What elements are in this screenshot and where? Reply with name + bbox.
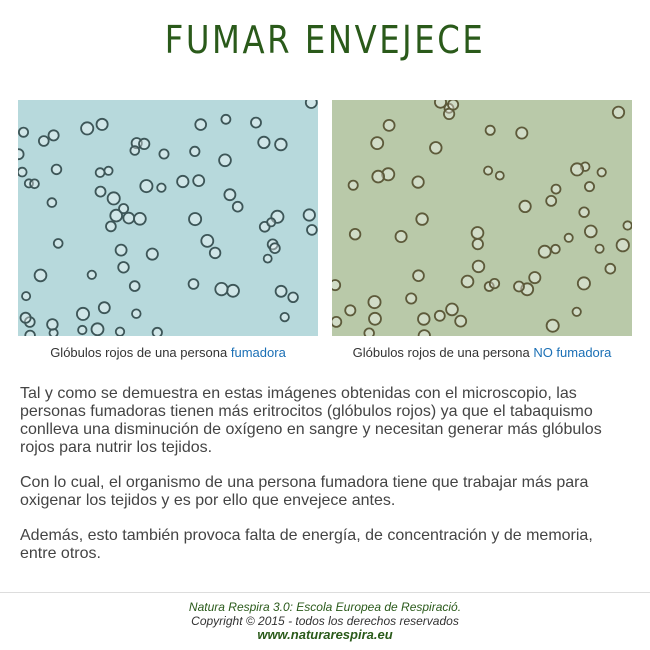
blood-cell	[190, 147, 199, 156]
blood-cell	[573, 308, 581, 316]
blood-cell	[281, 313, 289, 321]
blood-cell	[264, 255, 272, 263]
blood-cell	[157, 184, 165, 192]
blood-cell	[159, 149, 168, 158]
blood-cell	[430, 142, 442, 154]
blood-cell	[210, 248, 221, 259]
blood-cell	[416, 213, 428, 225]
blood-cell	[579, 207, 589, 217]
blood-cell	[219, 154, 231, 166]
blood-cell	[384, 120, 395, 131]
blood-cell	[18, 168, 27, 177]
blood-cell	[276, 286, 287, 297]
blood-cell	[413, 270, 424, 281]
blood-cell	[49, 130, 59, 140]
blood-cell	[552, 185, 561, 194]
blood-cell	[529, 272, 540, 283]
blood-cell	[96, 168, 105, 177]
blood-cell	[134, 213, 146, 225]
paragraph-1: Tal y como se demuestra en estas imágenes obtenidas con el microscopio, las personas fumadoras tienen más eritrocitos (glóbulos rojos) ya que el tabaquismo conlleva una disminución de oxígeno en sangre y necesitan generar más glóbulos rojos para nutrir los tejidos.	[20, 385, 602, 456]
blood-cell	[251, 118, 261, 128]
blood-cell	[412, 176, 423, 187]
blood-cell	[92, 323, 104, 335]
blood-cell	[258, 137, 269, 148]
blood-cell	[571, 163, 583, 175]
smoker-caption-highlight: fumadora	[230, 345, 286, 360]
blood-cell	[473, 261, 485, 273]
blood-cell	[547, 320, 559, 332]
blood-cell	[116, 245, 127, 256]
blood-cell	[119, 204, 128, 213]
blood-cell	[448, 100, 458, 110]
blood-cell	[193, 175, 204, 186]
blood-cell	[371, 137, 383, 149]
blood-cell	[585, 182, 594, 191]
blood-cell	[418, 313, 430, 325]
blood-cell	[473, 239, 483, 249]
blood-cell	[372, 171, 384, 183]
blood-cell	[307, 225, 317, 235]
blood-cell	[369, 313, 381, 325]
paragraph-2: Con lo cual, el organismo de una persona fumadora tiene que trabajar más para oxigenar los tejidos y es por ello que envejece antes.	[20, 474, 589, 509]
blood-cell	[519, 201, 530, 212]
blood-cell	[96, 187, 106, 197]
blood-cell	[140, 180, 152, 192]
blood-cell	[490, 279, 499, 288]
footer-copyright: Copyright © 2015 - todos los derechos reservados	[191, 614, 459, 628]
blood-cell	[215, 283, 227, 295]
blood-cell	[472, 227, 484, 239]
smoker-blood-micrograph	[18, 100, 318, 336]
blood-cell	[546, 196, 556, 206]
blood-cell	[153, 328, 162, 336]
blood-cell	[270, 243, 280, 253]
blood-cell	[221, 115, 230, 124]
blood-cell	[224, 189, 235, 200]
blood-cell	[47, 319, 58, 330]
blood-cell	[623, 221, 631, 229]
footer-website-link[interactable]: www.naturarespira.eu	[257, 627, 393, 642]
blood-cell	[364, 328, 374, 336]
blood-cell	[104, 167, 112, 175]
blood-cell	[54, 239, 63, 248]
blood-cell	[123, 213, 134, 224]
blood-cell	[189, 213, 201, 225]
blood-cell	[419, 330, 430, 336]
blood-cell	[189, 279, 199, 289]
blood-cell	[21, 313, 31, 323]
footer-divider	[0, 592, 650, 593]
blood-cell	[578, 277, 590, 289]
blood-cell	[304, 209, 315, 220]
blood-cell	[565, 234, 573, 242]
blood-cell	[396, 231, 407, 242]
blood-cell	[88, 271, 96, 279]
blood-cell	[81, 122, 93, 134]
blood-cell	[35, 270, 47, 282]
blood-cell	[18, 149, 24, 159]
blood-cell	[613, 107, 624, 118]
footer	[0, 600, 650, 642]
blood-cell	[349, 181, 358, 190]
blood-cell	[514, 282, 524, 292]
blood-cell	[139, 139, 149, 149]
blood-cell	[48, 198, 57, 207]
footer-organization: Natura Respira 3.0: Escola Europea de Respiració.	[188, 600, 462, 614]
blood-cell	[435, 311, 445, 321]
blood-cell	[99, 302, 110, 313]
blood-cell	[617, 239, 629, 251]
page-title: FUMAR ENVEJECE	[164, 18, 486, 62]
blood-cell	[106, 222, 116, 232]
blood-cell	[306, 100, 317, 108]
blood-cell	[455, 316, 466, 327]
blood-cell	[108, 192, 120, 204]
blood-cell	[596, 245, 604, 253]
blood-cell	[345, 305, 355, 315]
blood-cell	[118, 262, 129, 273]
nonsmoker-blood-micrograph	[332, 100, 632, 336]
blood-cell	[195, 119, 206, 130]
blood-cell	[332, 280, 340, 290]
blood-cell	[288, 293, 298, 303]
blood-cell	[52, 165, 62, 175]
blood-cell	[585, 226, 597, 238]
blood-cell	[177, 176, 188, 187]
blood-cell	[435, 100, 446, 108]
blood-cell	[275, 139, 287, 151]
blood-cell	[484, 167, 492, 175]
blood-cell	[201, 235, 213, 247]
blood-cell	[267, 218, 275, 226]
blood-cell	[147, 249, 158, 260]
blood-cell	[516, 127, 527, 138]
blood-cell	[350, 229, 361, 240]
blood-cell	[332, 317, 341, 327]
blood-cell	[227, 285, 239, 297]
blood-cell	[551, 245, 560, 254]
nonsmoker-caption	[332, 345, 632, 360]
nonsmoker-caption-text: Glóbulos rojos de una persona	[352, 345, 534, 360]
blood-cell	[30, 179, 39, 188]
paragraph-3: Además, esto también provoca falta de energía, de concentración y de memoria, entre otros.	[20, 527, 593, 562]
blood-cell	[496, 172, 504, 180]
blood-cell	[446, 304, 458, 316]
blood-cell	[77, 308, 89, 320]
blood-cell	[132, 309, 141, 318]
blood-cell	[130, 281, 140, 291]
blood-cell	[486, 126, 495, 135]
nonsmoker-caption-highlight: NO fumadora	[533, 345, 612, 360]
blood-cell	[406, 293, 416, 303]
blood-cell	[78, 326, 86, 334]
blood-cell	[462, 276, 474, 288]
blood-cell	[605, 264, 615, 274]
blood-cell	[19, 128, 28, 137]
blood-cell	[39, 136, 49, 146]
smoker-caption	[18, 345, 318, 360]
blood-cell	[25, 331, 35, 336]
blood-cell	[539, 246, 551, 258]
blood-cell	[97, 119, 108, 130]
smoker-caption-text: Glóbulos rojos de una persona	[50, 345, 231, 360]
blood-cell	[116, 328, 124, 336]
blood-cell	[130, 146, 139, 155]
blood-cell	[233, 202, 243, 212]
blood-cell	[22, 292, 30, 300]
body-text	[20, 385, 630, 580]
blood-cell	[368, 296, 380, 308]
blood-cell	[598, 168, 606, 176]
